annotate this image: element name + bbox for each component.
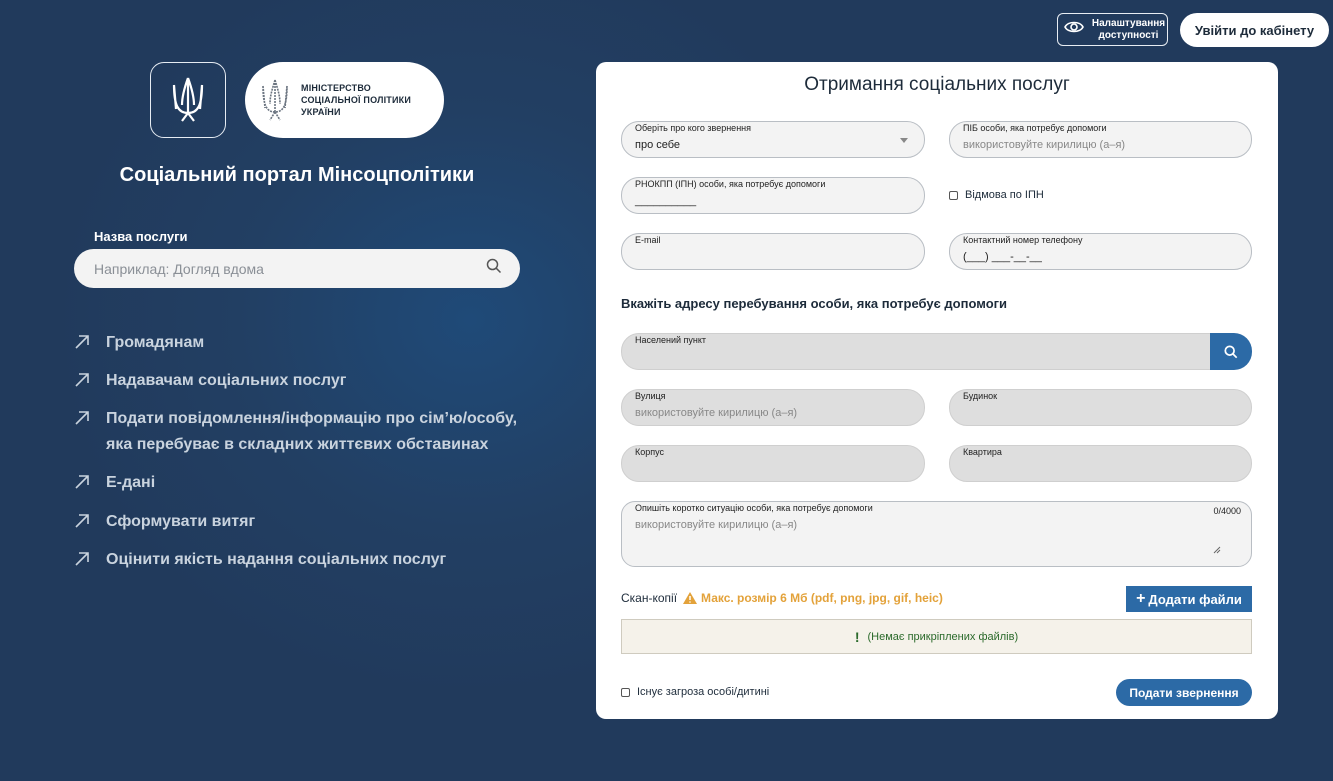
portal-title: Соціальний портал Мінсоцполітики — [119, 164, 475, 186]
arrow-up-right-icon — [74, 406, 92, 458]
ministry-line-2: СОЦІАЛЬНОЇ ПОЛІТИКИ — [301, 95, 412, 105]
situation-counter: 0/4000 — [1213, 506, 1241, 516]
ministry-logo[interactable] — [245, 62, 444, 138]
plus-icon: + — [1136, 590, 1146, 607]
nav-item-citizens[interactable] — [74, 330, 204, 359]
phone-label: Контактний номер телефону — [963, 235, 1083, 245]
scans-row — [621, 591, 943, 605]
scans-warning — [683, 591, 943, 605]
arrow-up-right-icon — [74, 509, 92, 538]
street-placeholder: використовуйте кирилицю (а–я) — [635, 407, 798, 419]
search-icon[interactable] — [486, 258, 502, 279]
scans-label: Скан-копії — [621, 591, 678, 605]
accessibility-label: Налаштування доступності — [1091, 17, 1166, 41]
nav-item-providers[interactable] — [74, 368, 346, 397]
add-files-button[interactable] — [1126, 586, 1252, 612]
warning-icon — [683, 592, 697, 604]
submit-button[interactable]: Подати звернення — [1116, 679, 1252, 706]
pib-field[interactable] — [949, 121, 1252, 158]
nav-item-rate-quality[interactable] — [74, 547, 446, 576]
house-label: Будинок — [963, 391, 998, 401]
trident-logo[interactable] — [150, 62, 226, 138]
nav-item-label: Е-дані — [106, 474, 156, 491]
ministry-line-3: УКРАЇНИ — [301, 107, 341, 117]
rnokpp-field[interactable] — [621, 177, 925, 214]
social-services-form — [596, 62, 1278, 719]
settlement-search-button[interactable] — [1210, 333, 1252, 370]
service-search-label: Назва послуги — [94, 229, 188, 244]
ministry-trident-icon — [259, 76, 291, 124]
phone-value: (___) ___-__-__ — [963, 251, 1042, 263]
chevron-down-icon — [900, 138, 908, 143]
nav-item-e-data[interactable] — [74, 470, 155, 499]
building-field[interactable] — [621, 445, 925, 482]
street-label: Вулиця — [635, 391, 666, 401]
nav-item-label: Сформувати витяг — [106, 513, 256, 530]
apartment-label: Квартира — [963, 447, 1002, 457]
apartment-field[interactable] — [949, 445, 1252, 482]
nav-item-label: Надавачам соціальних послуг — [106, 372, 347, 389]
ipn-refusal-checkbox[interactable] — [949, 189, 1044, 201]
trident-icon — [168, 75, 208, 125]
checkbox[interactable] — [621, 688, 630, 697]
nav-item-extract[interactable] — [74, 509, 255, 538]
nav-item-label-line-2: яка перебуває в складних життєвих обставинах — [106, 436, 489, 453]
search-icon — [1224, 345, 1238, 359]
arrow-up-right-icon — [74, 547, 92, 576]
accessibility-settings-button[interactable] — [1057, 13, 1168, 46]
exclamation-icon: ! — [854, 628, 860, 645]
building-label: Корпус — [635, 447, 665, 457]
resize-handle-icon[interactable] — [1213, 546, 1221, 554]
email-field[interactable] — [621, 233, 925, 270]
situation-placeholder: використовуйте кирилицю (а–я) — [635, 519, 798, 531]
ipn-refusal-label: Відмова по ІПН — [965, 189, 1044, 201]
scans-warning-text: Макс. розмір 6 Мб (pdf, png, jpg, gif, heic) — [701, 591, 943, 605]
who-select-label: Оберіть про кого звернення — [635, 123, 752, 133]
nav-item-label-line-1: Подати повідомлення/інформацію про сім’ю/особу, — [106, 410, 518, 427]
arrow-up-right-icon — [74, 368, 92, 397]
email-label: E-mail — [635, 235, 661, 245]
arrow-up-right-icon — [74, 330, 92, 359]
settlement-label: Населений пункт — [635, 335, 706, 345]
who-select[interactable] — [621, 121, 925, 158]
attachments-empty-notice — [621, 619, 1252, 654]
who-select-value: про себе — [635, 139, 681, 151]
nav-item-label: Оцінити якість надання соціальних послуг — [106, 551, 447, 568]
service-search-placeholder: Наприклад: Догляд вдома — [94, 260, 264, 277]
rnokpp-value: __________ — [635, 195, 697, 207]
settlement-field[interactable] — [621, 333, 1221, 370]
pib-placeholder: використовуйте кирилицю (а–я) — [963, 139, 1126, 151]
checkbox[interactable] — [949, 191, 958, 200]
street-field[interactable] — [621, 389, 925, 426]
rnokpp-label: РНОКПП (ІПН) особи, яка потребує допомоги — [635, 179, 826, 189]
nav-item-label: Громадянам — [106, 334, 205, 351]
arrow-up-right-icon — [74, 470, 92, 499]
threat-checkbox[interactable] — [621, 686, 769, 698]
address-heading: Вкажіть адресу перебування особи, яка потребує допомоги — [621, 296, 1008, 311]
form-title: Отримання соціальних послуг — [804, 74, 1070, 95]
ministry-line-1: МІНІСТЕРСТВО — [301, 83, 372, 93]
house-field[interactable] — [949, 389, 1252, 426]
service-search-input[interactable] — [74, 249, 520, 288]
threat-label: Існує загроза особі/дитині — [637, 686, 770, 698]
phone-field[interactable] — [949, 233, 1252, 270]
nav-item-report-family[interactable] — [74, 406, 517, 458]
pib-label: ПІБ особи, яка потребує допомоги — [963, 123, 1107, 133]
add-files-label: Додати файли — [1148, 591, 1242, 607]
situation-label: Опишіть коротко ситуацію особи, яка потребує допомоги — [635, 503, 873, 513]
eye-icon — [1064, 19, 1084, 40]
login-button[interactable]: Увійти до кабінету — [1180, 13, 1329, 47]
situation-textarea[interactable] — [621, 501, 1252, 567]
no-files-text: (Немає прикріплених файлів) — [867, 630, 1019, 643]
